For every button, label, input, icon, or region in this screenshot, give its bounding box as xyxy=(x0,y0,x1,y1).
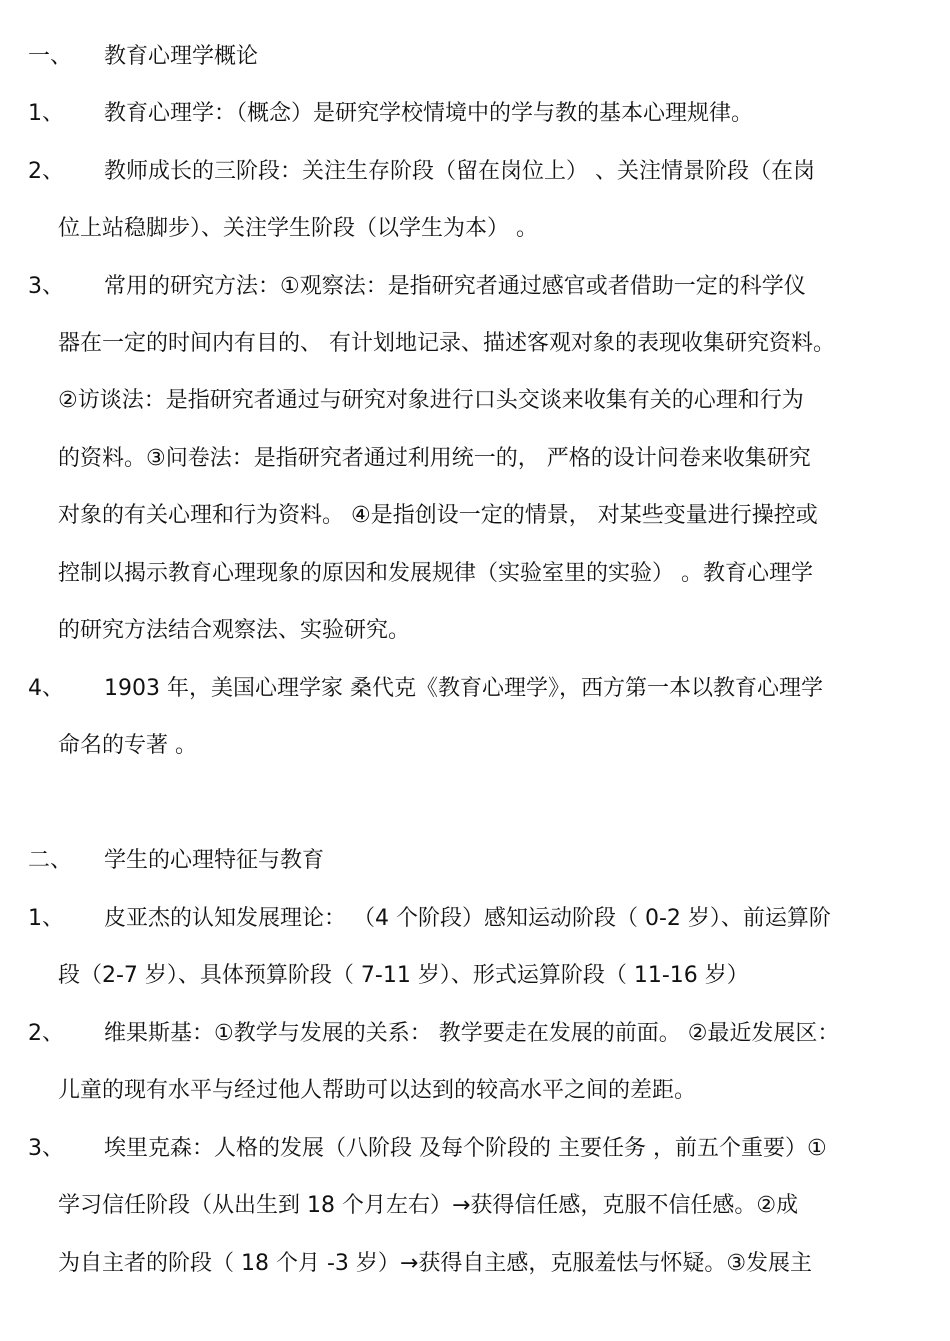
list-item-1-3-continuation xyxy=(0,611,950,651)
item-text-line: 教师成长的三阶段：关注生存阶段（留在岗位上） 、关注情景阶段（在岗 xyxy=(104,159,815,184)
item-text-line: 控制以揭示教育心理现象的原因和发展规律（实验室里的实验） 。教育心理学 xyxy=(58,561,813,586)
item-text-line: 皮亚杰的认知发展理论： （4 个阶段）感知运动阶段（ 0-2 岁）、前运算阶 xyxy=(104,906,831,931)
list-item-2-3 xyxy=(0,1129,950,1169)
list-item-1-3 xyxy=(0,267,950,307)
item-text-line: 教育心理学：（概念）是研究学校情境中的学与教的基本心理规律。 xyxy=(104,101,754,126)
section-title: 教育心理学概论 xyxy=(104,44,259,69)
list-item-1-4 xyxy=(0,669,950,709)
item-text-line: 的研究方法结合观察法、实验研究。 xyxy=(58,618,411,643)
item-text-line: 段（2-7 岁）、具体预算阶段（ 7-11 岁）、形式运算阶段（ 11-16 岁） xyxy=(58,963,749,988)
item-text-line: 维果斯基：①教学与发展的关系： 教学要走在发展的前面。 ②最近发展区： xyxy=(104,1021,840,1046)
list-item-2-3-continuation xyxy=(0,1244,950,1284)
list-item-2-2-continuation xyxy=(0,1071,950,1111)
list-item-1-3-continuation xyxy=(0,324,950,364)
list-item-1-1 xyxy=(0,94,950,134)
section-number: 二、 xyxy=(28,848,73,873)
section-heading-1 xyxy=(0,37,950,77)
section-heading-2 xyxy=(0,841,950,881)
item-number: 3、 xyxy=(28,274,64,299)
item-text-line: 常用的研究方法：①观察法：是指研究者通过感官或者借助一定的科学仪 xyxy=(104,274,806,299)
item-text-line: 儿童的现有水平与经过他人帮助可以达到的较高水平之间的差距。 xyxy=(58,1078,697,1103)
item-number: 3、 xyxy=(28,1136,64,1161)
item-text-line: 学习信任阶段（从出生到 18 个月左右）→获得信任感，克服不信任感。②成 xyxy=(58,1193,799,1218)
list-item-1-2-continuation xyxy=(0,209,950,249)
list-item-1-3-continuation xyxy=(0,496,950,536)
list-item-1-3-continuation xyxy=(0,554,950,594)
item-text-line: 1903 年，美国心理学家 桑代克《教育心理学》，西方第一本以教育心理学 xyxy=(104,676,823,701)
item-text-line: 埃里克森：人格的发展（八阶段 及每个阶段的 主要任务 ，前五个重要）① xyxy=(104,1136,827,1161)
item-text-line: 器在一定的时间内有目的、 有计划地记录、描述客观对象的表现收集研究资料。 xyxy=(58,331,835,356)
list-item-2-2 xyxy=(0,1014,950,1054)
item-number: 1、 xyxy=(28,101,64,126)
item-text-line: 位上站稳脚步）、关注学生阶段（以学生为本） 。 xyxy=(58,216,538,241)
item-number: 2、 xyxy=(28,159,64,184)
list-item-1-4-continuation xyxy=(0,726,950,766)
list-item-2-1 xyxy=(0,899,950,939)
list-item-1-2 xyxy=(0,152,950,192)
section-title: 学生的心理特征与教育 xyxy=(104,848,325,873)
list-item-1-3-continuation xyxy=(0,381,950,421)
list-item-2-3-continuation xyxy=(0,1186,950,1226)
item-text-line: 的资料。③问卷法：是指研究者通过利用统一的， 严格的设计问卷来收集研究 xyxy=(58,446,811,471)
item-text-line: 为自主者的阶段（ 18 个月 -3 岁）→获得自主感，克服羞怯与怀疑。③发展主 xyxy=(58,1251,813,1276)
list-item-1-3-continuation xyxy=(0,439,950,479)
item-text-line: 对象的有关心理和行为资料。 ④是指创设一定的情景， 对某些变量进行操控或 xyxy=(58,503,818,528)
item-text-line: ②访谈法：是指研究者通过与研究对象进行口头交谈来收集有关的心理和行为 xyxy=(58,388,804,413)
item-number: 1、 xyxy=(28,906,64,931)
section-number: 一、 xyxy=(28,44,73,69)
list-item-2-1-continuation xyxy=(0,956,950,996)
item-text-line: 命名的专著 。 xyxy=(58,733,197,758)
item-number: 2、 xyxy=(28,1021,64,1046)
item-number: 4、 xyxy=(28,676,64,701)
